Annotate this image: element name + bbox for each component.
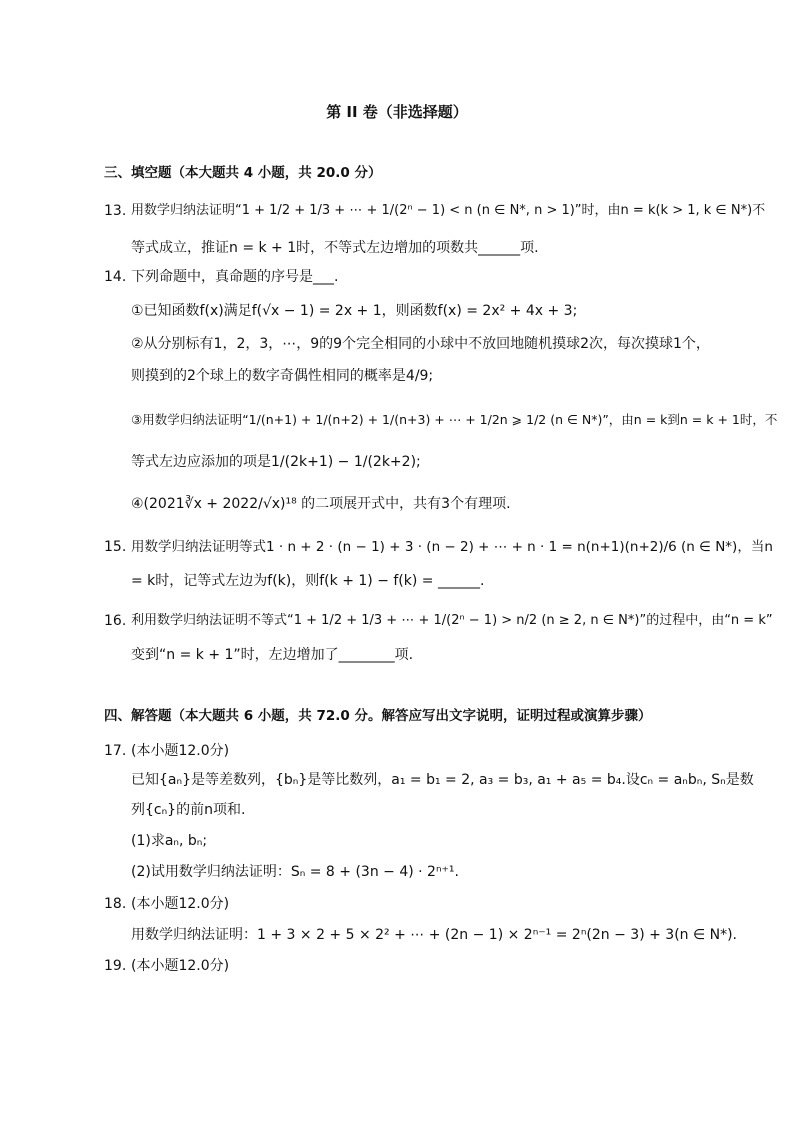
q17-part-1: (1)求aₙ, bₙ;: [131, 833, 208, 849]
q14-stem: 下列命题中，真命题的序号是___.: [131, 269, 339, 285]
q16-line-1: 利用数学归纳法证明不等式“1 + 1/2 + 1/3 + ⋯ + 1/(2ⁿ − 1) > n/2 (n ≥ 2, n ∈ N*)”的过程中，由“n = k”: [131, 613, 773, 628]
q19-number: 19.: [104, 958, 127, 974]
part-title: 第 II 卷（非选择题）: [326, 103, 468, 121]
q17-line-2: 列{cₙ}的前n项和.: [131, 802, 246, 818]
q18-line-1: 用数学归纳法证明：1 + 3 × 2 + 5 × 2² + ⋯ + (2n − 1) × 2ⁿ⁻¹ = 2ⁿ(2n − 3) + 3(n ∈ N*).: [131, 927, 738, 943]
q16-number: 16.: [104, 613, 127, 629]
q17-part-2: (2)试用数学归纳法证明：Sₙ = 8 + (3n − 4) · 2ⁿ⁺¹.: [131, 864, 459, 880]
q18-score: (本小题12.0分): [131, 896, 230, 912]
q14-option-4: ④(2021∛x + 2022/√x)¹⁸ 的二项展开式中，共有3个有理项.: [131, 496, 511, 512]
q13-line-2: 等式成立，推证n = k + 1时，不等式左边增加的项数共______项.: [131, 240, 539, 256]
q13-number: 13.: [104, 203, 127, 219]
q13-line-1: 用数学归纳法证明“1 + 1/2 + 1/3 + ⋯ + 1/(2ⁿ − 1) < n (n ∈ N*, n > 1)”时，由n = k(k > 1, k ∈ N*)不: [131, 203, 766, 218]
q15-number: 15.: [104, 539, 127, 555]
section-4-heading: 四、解答题（本大题共 6 小题，共 72.0 分。解答应写出文字说明，证明过程或演算步骤）: [104, 708, 652, 724]
q15-line-1: 用数学归纳法证明等式1 · n + 2 · (n − 1) + 3 · (n − 2) + ⋯ + n · 1 = n(n+1)(n+2)/6 (n ∈ N*)，当n: [131, 539, 773, 555]
q14-option-1: ①已知函数f(x)满足f(√x − 1) = 2x + 1，则函数f(x) = 2x² + 4x + 3;: [131, 303, 578, 319]
q14-option-3-line-1: ③用数学归纳法证明“1/(n+1) + 1/(n+2) + 1/(n+3) + ⋯ + 1/2n ⩾ 1/2 (n ∈ N*)”，由n = k到n = k + 1时，不: [131, 412, 778, 427]
q14-option-3-line-2: 等式左边应添加的项是1/(2k+1) − 1/(2k+2);: [131, 454, 421, 470]
q17-number: 17.: [104, 743, 127, 759]
section-3-heading: 三、填空题（本大题共 4 小题，共 20.0 分）: [104, 165, 382, 181]
q14-number: 14.: [104, 269, 127, 285]
q14-option-2-line-2: 则摸到的2个球上的数字奇偶性相同的概率是4/9;: [131, 368, 434, 384]
q14-option-2-line-1: ②从分别标有1，2，3，⋯，9的9个完全相同的小球中不放回地随机摸球2次，每次摸球1个，: [131, 336, 710, 352]
q16-line-2: 变到“n = k + 1”时，左边增加了________项.: [131, 647, 414, 663]
q17-score: (本小题12.0分): [131, 743, 230, 759]
q19-score: (本小题12.0分): [131, 958, 230, 974]
q15-line-2: = k时，记等式左边为f(k)，则f(k + 1) − f(k) = ______.: [131, 573, 485, 589]
q18-number: 18.: [104, 896, 127, 912]
q17-line-1: 已知{aₙ}是等差数列，{bₙ}是等比数列，a₁ = b₁ = 2, a₃ = b₃, a₁ + a₅ = b₄.设cₙ = aₙbₙ, Sₙ是数: [131, 772, 754, 788]
